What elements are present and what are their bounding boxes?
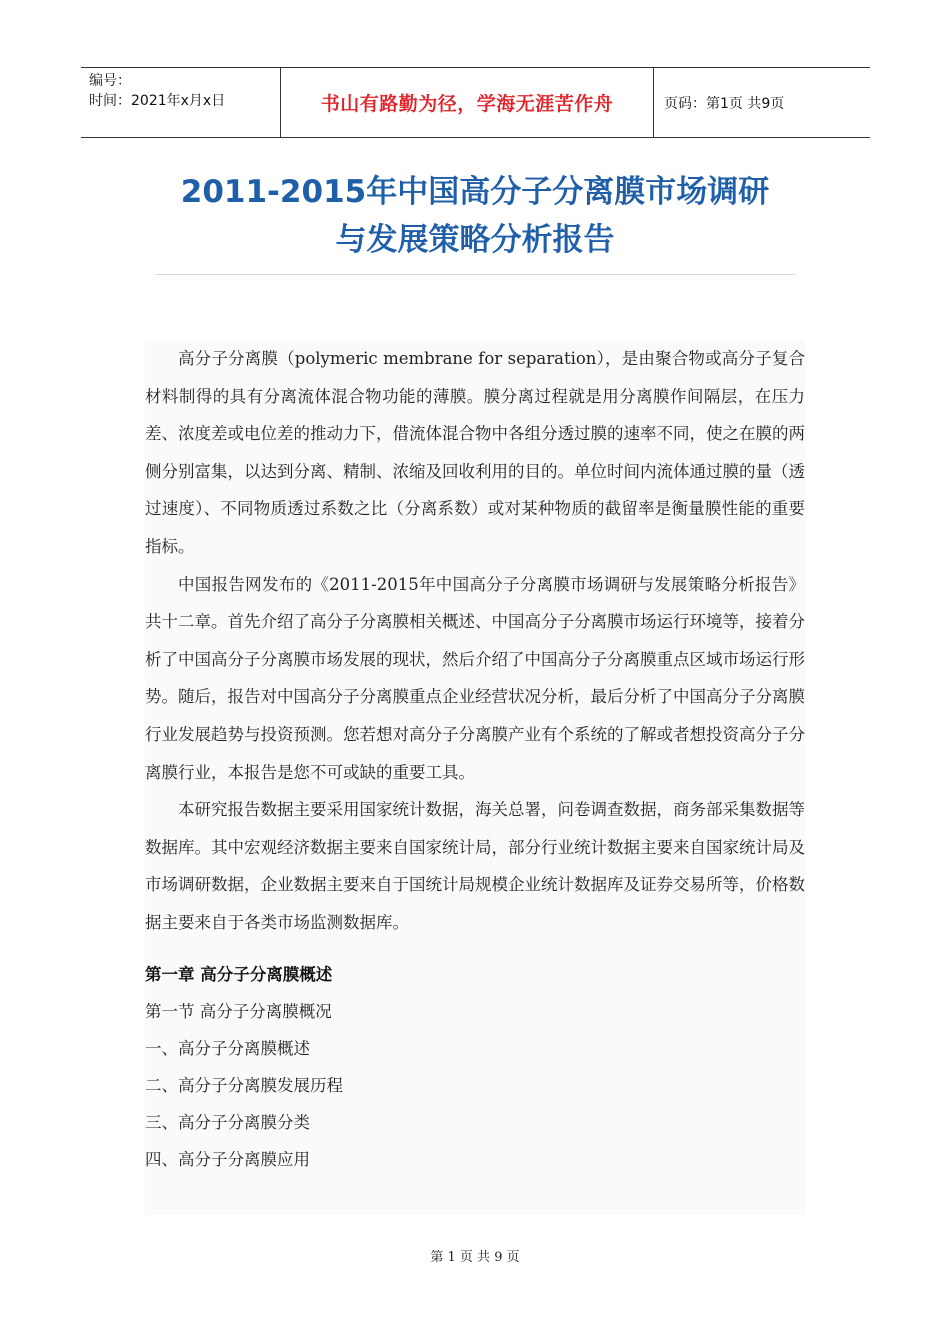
document-time-label: 时间：2021年x月x日 [89, 93, 226, 109]
toc-item-line: 三、高分子分离膜分类 [145, 1112, 310, 1132]
toc-item-line: 二、高分子分离膜发展历程 [145, 1075, 343, 1095]
header-motto: 书山有路勤为径，学海无涯苦作舟 [281, 68, 654, 137]
body-paragraph-3: 本研究报告数据主要采用国家统计数据，海关总署，问卷调查数据，商务部采集数据等数据库。其中宏观经济数据主要来自国家统计局，部分行业统计数据主要来自国家统计局及市场调研数据，企业数据主要来自于国统计局规模企业统计数据库及证券交易所等，价格数据主要来自于各类市场监测数据库。 [145, 800, 805, 932]
toc-section-line: 第一节 高分子分离膜概况 [145, 1001, 332, 1021]
document-title-line-2: 与发展策略分析报告 [335, 222, 615, 258]
header-table [81, 67, 870, 138]
document-body [145, 340, 805, 1215]
chapter-heading: 第一章 高分子分离膜概述 [145, 964, 333, 984]
body-paragraph-1: 高分子分离膜（polymeric membrane for separation），是由聚合物或高分子复合材料制得的具有分离流体混合物功能的薄膜。膜分离过程就是用分离膜作间隔层，在压力差、浓度差或电位差的推动力下，借流体混合物中各组分透过膜的速率不同，使之在膜的两侧分别富集，以达到分离、精制、浓缩及回收利用的目的。单位时间内流体通过膜的量（透过速度）、不同物质透过系数之比（分离系数）或对某种物质的截留率是衡量膜性能的重要指标。 [145, 349, 805, 556]
document-number-label: 编号： [89, 73, 131, 89]
page-footer: 第 1 页 共 9 页 [430, 1250, 520, 1265]
header-page-info: 页码：第1页 共9页 [664, 95, 785, 112]
document-title [155, 168, 795, 275]
document-title-line-1: 2011-2015年中国高分子分离膜市场调研 [180, 174, 770, 210]
toc-item-line: 四、高分子分离膜应用 [145, 1149, 310, 1169]
header-meta-cell [81, 68, 281, 137]
toc-item-line: 一、高分子分离膜概述 [145, 1038, 310, 1058]
body-paragraph-2: 中国报告网发布的《2011-2015年中国高分子分离膜市场调研与发展策略分析报告》共十二章。首先介绍了高分子分离膜相关概述、中国高分子分离膜市场运行环境等，接着分析了中国高分子分离膜市场发展的现状，然后介绍了中国高分子分离膜重点区域市场运行形势。随后，报告对中国高分子分离膜重点企业经营状况分析，最后分析了中国高分子分离膜行业发展趋势与投资预测。您若想对高分子分离膜产业有个系统的了解或者想投资高分子分离膜行业，本报告是您不可或缺的重要工具。 [145, 574, 805, 782]
